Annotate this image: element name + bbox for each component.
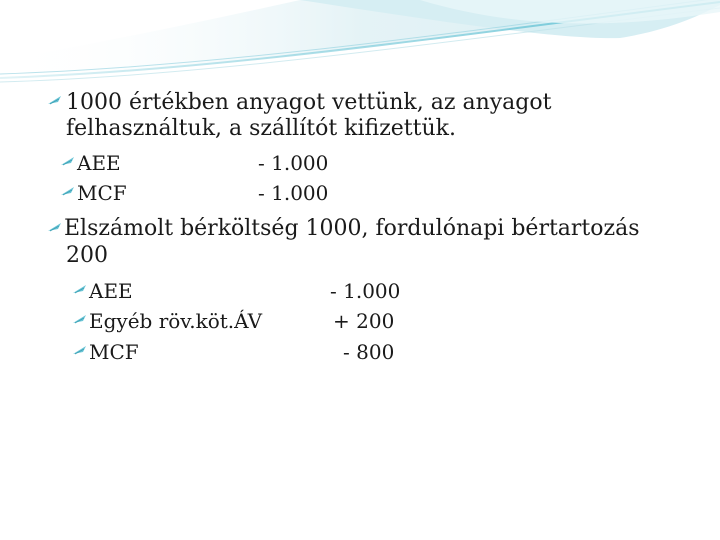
item-1-sub-1-value: - 1.000 <box>258 151 329 175</box>
item-2-sub-3-value: - 800 <box>343 340 395 364</box>
item-2-sub-1-label: AEE <box>89 279 133 303</box>
wing-bullet-icon <box>61 156 75 166</box>
item-2-sub-3-label: MCF <box>89 340 139 364</box>
header-swoosh-decoration <box>0 0 720 95</box>
item-2-sub-2-value: + 200 <box>333 309 395 333</box>
item-1-text-line-2: felhasználtuk, a szállítót kifizettük. <box>66 116 456 141</box>
item-2-text-line-2: 200 <box>66 243 108 268</box>
wing-bullet-icon <box>48 222 62 232</box>
item-1-sub-2-value: - 1.000 <box>258 181 329 205</box>
wing-bullet-icon <box>73 314 87 324</box>
item-1-text-line-1: 1000 értékben anyagot vettünk, az anyagot <box>66 90 552 115</box>
wing-bullet-icon <box>73 284 87 294</box>
item-2-text-line-1: Elszámolt bérköltség 1000, fordulónapi bértartozás <box>64 216 640 241</box>
item-2-sub-1-value: - 1.000 <box>330 279 401 303</box>
item-1-sub-2-label: MCF <box>77 181 127 205</box>
wing-bullet-icon <box>73 345 87 355</box>
wing-bullet-icon <box>48 95 62 105</box>
item-2-sub-2-label: Egyéb röv.köt.ÁV <box>89 309 263 333</box>
item-1-sub-1-label: AEE <box>77 151 121 175</box>
wing-bullet-icon <box>61 186 75 196</box>
